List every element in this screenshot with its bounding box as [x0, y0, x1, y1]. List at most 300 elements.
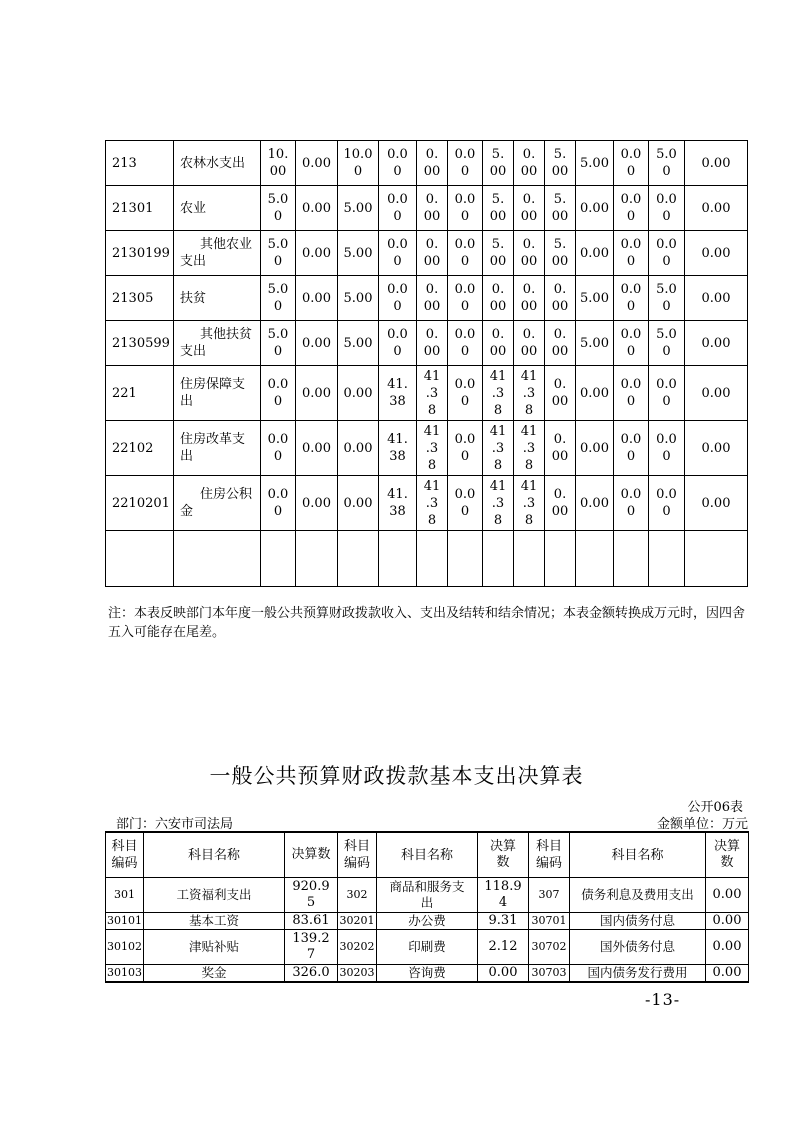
cell-text-line: 0.00 — [302, 200, 331, 216]
cell-text-line: 0.00 — [701, 385, 731, 401]
subject-name-cell — [144, 930, 285, 965]
subject-name-cell: 其他扶贫支出 — [174, 321, 261, 366]
subject-name-cell — [570, 965, 706, 983]
cell-text-line: 0.00 — [302, 245, 331, 261]
column-header: 决算数 — [285, 832, 338, 878]
amount-cell — [261, 366, 296, 421]
cell-text-line: 41 — [520, 478, 538, 494]
cell-text-line: 302 — [346, 888, 368, 901]
amount-cell — [514, 476, 545, 531]
cell-text-line: 00 — [489, 209, 507, 224]
table-row — [106, 421, 748, 476]
cell-text-line: 0 — [273, 394, 283, 409]
cell-text-line: 0 — [662, 344, 671, 359]
cell-text-line: 0.0 — [267, 432, 289, 447]
cell-text-line: 2.12 — [488, 939, 518, 954]
amount-cell — [649, 141, 685, 186]
empty-cell — [379, 531, 417, 587]
cell-text-line: 0 — [460, 209, 470, 224]
amount-cell — [514, 421, 545, 476]
cell-text-line: 0. — [425, 327, 439, 342]
cell-text-line: 商品和服务支 — [389, 879, 465, 894]
cell-text-line: 0 — [393, 164, 402, 179]
amount-cell — [296, 276, 338, 321]
cell-text-line: 0.0 — [387, 327, 408, 342]
cell-text-line: 0.00 — [580, 245, 609, 261]
cell-text-line: 办公费 — [408, 913, 446, 928]
subject-code-cell — [338, 965, 377, 983]
cell-text-line: 5. — [491, 147, 505, 162]
cell-text-line: 8 — [427, 402, 437, 418]
amount-cell — [478, 913, 529, 930]
cell-text-line: 0.0 — [620, 237, 642, 252]
cell-text-line: 00 — [551, 164, 569, 179]
cell-text-line: 8 — [493, 457, 503, 473]
cell-text-line: 41 — [423, 423, 441, 439]
table-header-row — [106, 832, 749, 878]
amount-cell — [261, 141, 296, 186]
cell-text-line: 0 — [353, 164, 363, 179]
cell-text-line: 00 — [551, 344, 569, 359]
cell-text-line: 139.2 — [292, 931, 330, 946]
unit-label: 金额单位：万元 — [656, 817, 748, 832]
amount-cell — [417, 186, 448, 231]
cell-text-line: 0.00 — [580, 495, 609, 511]
amount-cell — [545, 186, 576, 231]
cell-text-line: 5.0 — [267, 327, 289, 342]
amount-cell — [448, 366, 483, 421]
amount-cell — [285, 878, 338, 913]
cell-text-line: .3 — [522, 385, 536, 401]
cell-text-line: 00 — [520, 164, 538, 179]
cell-text-line: 5.00 — [580, 290, 609, 306]
cell-text-line: 0.0 — [656, 237, 677, 252]
cell-text-line: 9.31 — [488, 913, 518, 928]
amount-cell — [379, 421, 417, 476]
amount-cell — [576, 321, 614, 366]
cell-text-line: 30102 — [107, 940, 142, 953]
cell-text-line: 8 — [427, 457, 437, 473]
amount-cell — [576, 421, 614, 476]
empty-cell — [483, 531, 514, 587]
subject-name-cell — [570, 930, 706, 965]
cell-text-line: 30702 — [531, 940, 567, 953]
cell-text-line: 83.61 — [292, 913, 330, 928]
cell-text-line: .3 — [491, 385, 505, 401]
cell-text-line: 0.0 — [656, 487, 677, 502]
cell-text-line: 5.0 — [267, 192, 289, 207]
cell-text-line: 0.0 — [454, 147, 476, 162]
empty-cell — [514, 531, 545, 587]
amount-cell — [685, 276, 748, 321]
amount-cell — [296, 366, 338, 421]
amount-cell — [261, 186, 296, 231]
cell-text-line: 00 — [520, 209, 538, 224]
cell-text-line: 0 — [273, 449, 283, 464]
cell-text-line: 5. — [491, 237, 505, 252]
amount-cell — [514, 186, 545, 231]
table-row — [106, 878, 749, 913]
amount-cell — [685, 186, 748, 231]
cell-text-line: 0 — [460, 504, 470, 519]
cell-text-line: 0.0 — [620, 377, 642, 392]
amount-cell — [338, 186, 379, 231]
cell-text-line: 41 — [423, 368, 441, 384]
column-header: 科目编码 — [529, 832, 570, 878]
amount-cell — [685, 231, 748, 276]
column-header: 科目编码 — [106, 832, 144, 878]
cell-text-line: 0 — [626, 299, 636, 314]
amount-cell — [379, 231, 417, 276]
amount-cell — [478, 878, 529, 913]
amount-cell — [614, 186, 649, 231]
subject-code-cell: 2130599 — [106, 321, 174, 366]
subject-code-cell: 2210201 — [106, 476, 174, 531]
cell-text-line: 0.0 — [454, 432, 476, 447]
cell-text-line: 0. — [553, 487, 567, 502]
cell-text-line: 0. — [553, 432, 567, 447]
table-row — [106, 141, 748, 186]
amount-cell — [514, 276, 545, 321]
cell-text-line: 41 — [489, 368, 507, 384]
subject-name-cell: 住房保障支出 — [174, 366, 261, 421]
cell-text-line: 0.00 — [343, 385, 373, 401]
cell-text-line: 0 — [626, 209, 636, 224]
table-row — [106, 476, 748, 531]
cell-text-line: 0.0 — [387, 237, 408, 252]
cell-text-line: 00 — [489, 299, 507, 314]
amount-cell — [379, 321, 417, 366]
cell-text-line: 5.0 — [656, 147, 677, 162]
cell-text-line: 0 — [626, 164, 636, 179]
cell-text-line: 30202 — [339, 940, 375, 953]
cell-text-line: 00 — [489, 164, 507, 179]
amount-cell — [338, 366, 379, 421]
cell-text-line: 30203 — [339, 966, 375, 979]
bottom-table-body — [106, 878, 749, 983]
cell-text-line: 0 — [273, 299, 283, 314]
cell-text-line: 30101 — [107, 914, 142, 927]
subject-name-cell — [570, 913, 706, 930]
subject-code-cell — [529, 913, 570, 930]
cell-text-line: 0.00 — [701, 440, 731, 456]
cell-text-line: 00 — [551, 394, 569, 409]
cell-text-line: 38 — [389, 449, 406, 464]
amount-cell — [514, 141, 545, 186]
cell-text-line: .3 — [425, 385, 439, 401]
amount-cell — [261, 276, 296, 321]
table-row — [106, 186, 748, 231]
cell-text-line: 41 — [489, 423, 507, 439]
cell-text-line: 0.00 — [302, 440, 331, 456]
amount-cell — [614, 421, 649, 476]
cell-text-line: .3 — [522, 495, 536, 511]
cell-text-line: 0.0 — [387, 147, 408, 162]
amount-cell — [649, 276, 685, 321]
amount-cell — [545, 321, 576, 366]
cell-text-line: 8 — [493, 512, 503, 528]
subject-code-cell — [106, 930, 144, 965]
cell-text-line: 0 — [460, 299, 470, 314]
amount-cell — [706, 878, 749, 913]
cell-text-line: 5.0 — [656, 327, 677, 342]
cell-text-line: 41. — [387, 487, 408, 502]
amount-cell — [417, 476, 448, 531]
cell-text-line: 0.0 — [620, 327, 642, 342]
empty-cell — [174, 531, 261, 587]
empty-cell — [649, 531, 685, 587]
cell-text-line: 0.00 — [302, 385, 331, 401]
cell-text-line: 0 — [460, 254, 470, 269]
cell-text-line: 0 — [273, 209, 283, 224]
amount-cell — [576, 276, 614, 321]
cell-text-line: 0. — [553, 377, 567, 392]
cell-text-line: 00 — [489, 254, 507, 269]
cell-text-line: 30703 — [531, 966, 567, 979]
amount-cell — [338, 421, 379, 476]
cell-text-line: 0.0 — [387, 282, 408, 297]
subject-code-cell — [106, 965, 144, 983]
cell-text-line: 00 — [520, 299, 538, 314]
cell-text-line: 国外债务付息 — [599, 939, 675, 954]
subject-code-cell: 213 — [106, 141, 174, 186]
empty-cell — [106, 531, 174, 587]
amount-cell — [576, 141, 614, 186]
cell-text-line: 0 — [393, 344, 402, 359]
basic-expenditure-table — [105, 831, 749, 983]
column-header: 决算数 — [478, 832, 529, 878]
subject-name-cell: 住房改革支出 — [174, 421, 261, 476]
subject-name-cell — [377, 965, 478, 983]
cell-text-line: 0 — [662, 504, 671, 519]
top-table-body — [106, 141, 748, 587]
amount-cell — [483, 141, 514, 186]
cell-text-line: 0 — [393, 299, 402, 314]
amount-cell — [261, 231, 296, 276]
form-number: 公开06表 — [687, 800, 743, 815]
amount-cell — [417, 366, 448, 421]
cell-text-line: 10. — [267, 147, 289, 162]
subject-name-cell — [144, 878, 285, 913]
table-row — [106, 930, 749, 965]
amount-cell — [448, 231, 483, 276]
cell-text-line: 0 — [626, 449, 636, 464]
subject-code-cell: 21305 — [106, 276, 174, 321]
cell-text-line: 0 — [460, 164, 470, 179]
cell-text-line: 0 — [460, 394, 470, 409]
amount-cell — [514, 231, 545, 276]
amount-cell — [296, 476, 338, 531]
cell-text-line: 00 — [551, 209, 569, 224]
empty-cell — [261, 531, 296, 587]
subject-code-cell — [529, 878, 570, 913]
cell-text-line: 5. — [553, 192, 567, 207]
cell-text-line: 5. — [553, 147, 567, 162]
subject-code-cell — [338, 878, 377, 913]
cell-text-line: 41 — [489, 478, 507, 494]
cell-text-line: 0.00 — [488, 965, 518, 980]
cell-text-line: 8 — [493, 402, 503, 418]
cell-text-line: 0. — [522, 147, 536, 162]
empty-cell — [448, 531, 483, 587]
cell-text-line: 工资福利支出 — [176, 887, 252, 902]
amount-cell — [483, 366, 514, 421]
amount-cell — [379, 476, 417, 531]
cell-text-line: 5.00 — [343, 290, 373, 306]
amount-cell — [576, 476, 614, 531]
column-header: 科目编码 — [338, 832, 377, 878]
cell-text-line: 0.00 — [343, 495, 373, 511]
subject-name-cell: 农业 — [174, 186, 261, 231]
amount-cell — [483, 186, 514, 231]
subject-name-cell — [377, 913, 478, 930]
cell-text-line: 0. — [522, 282, 536, 297]
cell-text-line: 0. — [553, 327, 567, 342]
cell-text-line: 41 — [520, 423, 538, 439]
cell-text-line: 0. — [491, 282, 505, 297]
cell-text-line: 5.0 — [656, 282, 677, 297]
cell-text-line: 0 — [662, 394, 671, 409]
cell-text-line: 0.00 — [580, 200, 609, 216]
cell-text-line: 0.00 — [302, 335, 331, 351]
page-title: 一般公共预算财政拨款基本支出决算表 — [209, 764, 584, 788]
cell-text-line: 41. — [387, 377, 408, 392]
cell-text-line: 00 — [423, 299, 441, 314]
cell-text-line: 0 — [662, 449, 671, 464]
subject-code-cell — [338, 930, 377, 965]
cell-text-line: 0.0 — [620, 282, 642, 297]
cell-text-line: 41. — [387, 432, 408, 447]
cell-text-line: 0.00 — [302, 155, 331, 171]
cell-text-line: 0. — [425, 147, 439, 162]
top-budget-table — [105, 140, 748, 587]
cell-text-line: 7 — [306, 947, 316, 962]
cell-text-line: 0. — [522, 192, 536, 207]
cell-text-line: .3 — [522, 440, 536, 456]
amount-cell — [614, 476, 649, 531]
table-row — [106, 366, 748, 421]
amount-cell — [417, 276, 448, 321]
cell-text-line: 10.0 — [343, 147, 373, 162]
amount-cell — [614, 276, 649, 321]
cell-text-line: 30103 — [107, 966, 142, 979]
table-row — [106, 321, 748, 366]
amount-cell — [706, 913, 749, 930]
column-header: 科目名称 — [144, 832, 285, 878]
cell-text-line: 津贴补贴 — [188, 939, 239, 954]
cell-text-line: 0 — [460, 344, 470, 359]
cell-text-line: 5.00 — [580, 335, 609, 351]
subject-name-cell — [570, 878, 706, 913]
amount-cell — [417, 231, 448, 276]
amount-cell — [685, 141, 748, 186]
cell-text-line: 00 — [423, 254, 441, 269]
cell-text-line: 0 — [626, 394, 636, 409]
cell-text-line: 0.00 — [701, 290, 731, 306]
cell-text-line: 118.9 — [484, 879, 522, 894]
cell-text-line: 0 — [626, 344, 636, 359]
cell-text-line: 5.00 — [580, 155, 609, 171]
cell-text-line: 0.00 — [701, 155, 731, 171]
cell-text-line: 326.0 — [292, 965, 330, 980]
amount-cell — [483, 476, 514, 531]
cell-text-line: 0.00 — [701, 245, 731, 261]
cell-text-line: 00 — [489, 344, 507, 359]
cell-text-line: 0.0 — [620, 147, 642, 162]
cell-text-line: 0 — [273, 254, 283, 269]
amount-cell — [649, 186, 685, 231]
subject-name-cell: 扶贫 — [174, 276, 261, 321]
amount-cell — [379, 186, 417, 231]
column-header: 科目名称 — [570, 832, 706, 878]
amount-cell — [417, 321, 448, 366]
cell-text-line: 0 — [662, 299, 671, 314]
amount-cell — [706, 930, 749, 965]
cell-text-line: 0.0 — [454, 377, 476, 392]
cell-text-line: 0.00 — [712, 887, 742, 902]
cell-text-line: 38 — [389, 394, 406, 409]
cell-text-line: 0.00 — [580, 440, 609, 456]
empty-cell — [417, 531, 448, 587]
cell-text-line: 咨询费 — [408, 965, 446, 980]
amount-cell — [261, 476, 296, 531]
cell-text-line: 5.0 — [267, 282, 289, 297]
amount-cell — [545, 421, 576, 476]
cell-text-line: 00 — [551, 254, 569, 269]
cell-text-line: 8 — [524, 402, 534, 418]
amount-cell — [649, 476, 685, 531]
blank-row — [106, 531, 748, 587]
cell-text-line: 38 — [389, 504, 406, 519]
amount-cell — [448, 421, 483, 476]
cell-text-line: 0 — [626, 254, 636, 269]
amount-cell — [338, 141, 379, 186]
table-row — [106, 913, 749, 930]
cell-text-line: 0 — [460, 449, 470, 464]
cell-text-line: 0.00 — [302, 495, 331, 511]
cell-text-line: 0. — [553, 282, 567, 297]
cell-text-line: .3 — [491, 495, 505, 511]
amount-cell — [285, 913, 338, 930]
cell-text-line: 00 — [423, 209, 441, 224]
cell-text-line: 8 — [524, 457, 534, 473]
subject-code-cell: 221 — [106, 366, 174, 421]
amount-cell — [296, 141, 338, 186]
subject-name-cell — [377, 930, 478, 965]
cell-text-line: 5.0 — [267, 237, 289, 252]
cell-text-line: 30701 — [531, 914, 567, 927]
amount-cell — [545, 476, 576, 531]
cell-text-line: 0.0 — [620, 487, 642, 502]
amount-cell — [576, 231, 614, 276]
cell-text-line: 0 — [626, 504, 636, 519]
cell-text-line: 307 — [538, 888, 560, 901]
amount-cell — [478, 965, 529, 983]
amount-cell — [614, 141, 649, 186]
cell-text-line: 0.00 — [701, 200, 731, 216]
amount-cell — [338, 476, 379, 531]
column-header: 决算数 — [706, 832, 749, 878]
cell-text-line: 0.00 — [701, 495, 731, 511]
table-row — [106, 231, 748, 276]
cell-text-line: 0.0 — [656, 192, 677, 207]
subject-code-cell — [106, 878, 144, 913]
amount-cell — [545, 366, 576, 421]
cell-text-line: 00 — [520, 344, 538, 359]
cell-text-line: 奖金 — [201, 965, 227, 980]
amount-cell — [483, 231, 514, 276]
cell-text-line: 0.0 — [620, 192, 642, 207]
